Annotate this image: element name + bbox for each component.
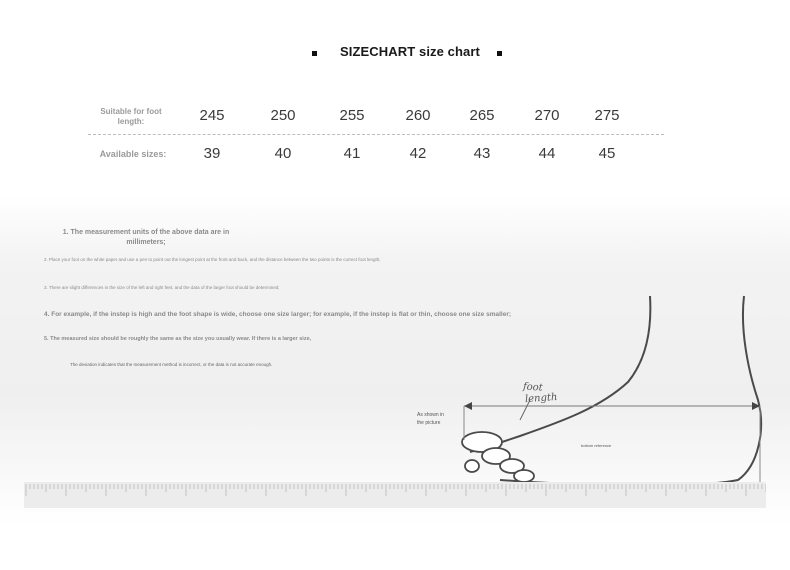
toe-4 [514,470,534,482]
note-6: The deviation indicates that the measurement method is incorrect, or the data is not accurate enough. [70,362,273,367]
foot-length-cell: 260 [405,107,431,124]
as-shown-line-1: As shown in [417,412,444,418]
size-cell: 45 [598,145,616,162]
foot-label-line-1: foot [522,381,544,394]
note-1: 1. The measurement units of the above data are in millimeters; [62,229,230,246]
size-cell: 42 [409,145,427,162]
foot-length-cell: 270 [534,107,560,124]
size-cell: 41 [343,145,361,162]
size-cell: 40 [274,145,292,162]
note-4: 4. For example, if the instep is high and the foot shape is wide, choose one size larger; for example, if the instep is flat or thin, choose one size smaller; [44,311,512,318]
note-3: 3. There are slight differences in the size of the left and right feet, and the data of the larger foot should be determined; [44,285,280,290]
note-5: 5. The measured size should be roughly the same as the size you usually wear. If there is a larger size, [44,336,312,342]
title-bullet-right-icon [497,51,502,56]
size-cell: 44 [538,145,556,162]
title-bullet-left-icon [312,51,317,56]
foot-label-line-2: length [524,391,558,406]
toe-5 [465,460,479,472]
ruler-ticks [24,482,766,508]
size-cell: 43 [473,145,491,162]
foot-length-row-label: Suitable for foot length: [100,107,162,126]
arrow-left-icon [464,402,472,410]
table-divider [88,134,664,135]
as-shown-line-2: the picture [417,420,441,426]
foot-outline [470,296,650,452]
bottom-reference-label: bottom reference [581,443,612,448]
size-cell: 39 [203,145,221,162]
foot-length-cell: 250 [270,107,296,124]
foot-illustration [400,290,780,490]
foot-length-cell: 265 [469,107,495,124]
sizes-row-label: Available sizes: [99,149,167,159]
foot-length-cell: 275 [594,107,620,124]
foot-length-cell: 245 [199,107,225,124]
page-title: SIZECHART size chart [340,44,480,59]
foot-length-cell: 255 [339,107,365,124]
note-2: 2. Place your foot on the white paper and use a pen to point out the longest point at the front and back, and the distance between the two points is the correct foot length; [44,257,381,262]
